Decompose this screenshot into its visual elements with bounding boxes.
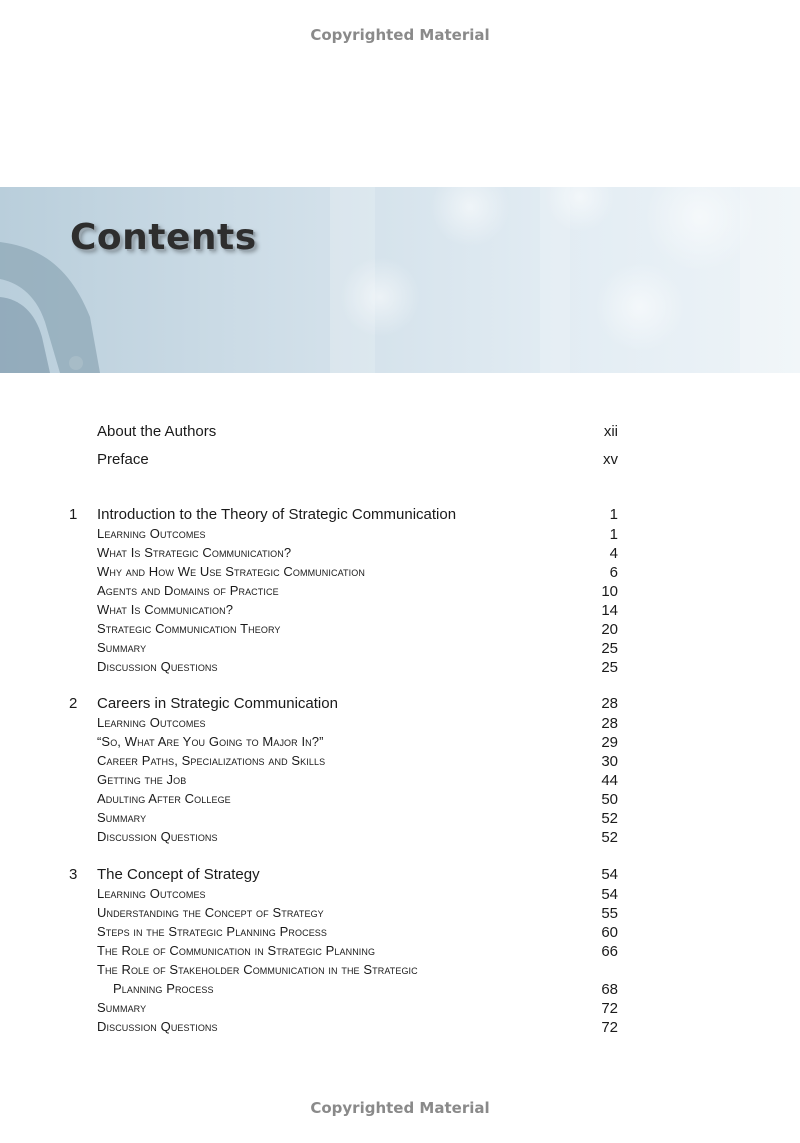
entry-title: Planning Process <box>113 981 214 996</box>
chapter-number: 2 <box>69 695 78 712</box>
section-entry <box>0 1000 800 1020</box>
section-entry <box>0 526 800 546</box>
section-entry <box>0 715 800 735</box>
entry-title: Discussion Questions <box>97 659 218 674</box>
section-entry <box>0 753 800 773</box>
entry-title: Summary <box>97 640 147 655</box>
entry-title: The Role of Communication in Strategic Planning <box>97 943 376 958</box>
page-number: 1 <box>609 506 618 523</box>
section-entry <box>0 602 800 622</box>
entry-title: Getting the Job <box>97 772 187 787</box>
section-entry <box>0 564 800 584</box>
entry-title: Adulting After College <box>97 791 231 806</box>
page-number: 1 <box>609 526 618 543</box>
section-entry <box>0 659 800 679</box>
page-title: Contents <box>70 217 257 258</box>
section-entry <box>0 924 800 944</box>
entry-title: Summary <box>97 810 147 825</box>
entry-title: Career Paths, Specializations and Skills <box>97 753 326 768</box>
entry-title: Discussion Questions <box>97 829 218 844</box>
page-number: 25 <box>601 640 618 657</box>
section-entry <box>0 734 800 754</box>
section-entry <box>0 583 800 603</box>
entry-title: Careers in Strategic Communication <box>97 695 338 712</box>
page-number: 72 <box>601 1000 618 1017</box>
page-number: 10 <box>601 583 618 600</box>
entry-title: About the Authors <box>97 423 217 440</box>
page-number: 14 <box>601 602 618 619</box>
front-matter-entry <box>0 451 800 471</box>
entry-title: The Role of Stakeholder Communication in the Strategic <box>97 962 418 977</box>
chapter-entry <box>0 695 800 715</box>
entry-title: Agents and Domains of Practice <box>97 583 279 598</box>
contents-banner <box>0 187 800 373</box>
section-entry <box>0 772 800 792</box>
section-entry <box>0 981 800 1001</box>
entry-title: Why and How We Use Strategic Communication <box>97 564 365 579</box>
copyright-watermark-top: Copyrighted Material <box>310 26 490 44</box>
page-number: 52 <box>601 829 618 846</box>
section-entry <box>0 829 800 849</box>
page-number: 54 <box>601 886 618 903</box>
entry-title: Preface <box>97 451 149 468</box>
page-number: 72 <box>601 1019 618 1036</box>
entry-title: Discussion Questions <box>97 1019 218 1034</box>
entry-title: What Is Strategic Communication? <box>97 545 292 560</box>
entry-title: Strategic Communication Theory <box>97 621 281 636</box>
entry-title: What Is Communication? <box>97 602 234 617</box>
section-entry <box>0 905 800 925</box>
section-entry <box>0 962 800 982</box>
chapter-number: 1 <box>69 506 78 523</box>
front-matter-entry <box>0 423 800 443</box>
entry-title: Understanding the Concept of Strategy <box>97 905 324 920</box>
section-entry <box>0 943 800 963</box>
page-number: 28 <box>601 695 618 712</box>
entry-title: Learning Outcomes <box>97 526 206 541</box>
section-entry <box>0 1019 800 1039</box>
section-entry <box>0 545 800 565</box>
page-number: 25 <box>601 659 618 676</box>
page-number: 54 <box>601 866 618 883</box>
page-number: 30 <box>601 753 618 770</box>
section-entry <box>0 640 800 660</box>
page-number: 44 <box>601 772 618 789</box>
chapter-entry <box>0 866 800 886</box>
chapter-number: 3 <box>69 866 78 883</box>
entry-title: The Concept of Strategy <box>97 866 260 883</box>
page-number: 29 <box>601 734 618 751</box>
page-number: 66 <box>601 943 618 960</box>
page-number: 60 <box>601 924 618 941</box>
entry-title: Steps in the Strategic Planning Process <box>97 924 327 939</box>
page-number: 68 <box>601 981 618 998</box>
copyright-watermark-bottom: Copyrighted Material <box>310 1099 490 1117</box>
entry-title: Summary <box>97 1000 147 1015</box>
entry-title: Learning Outcomes <box>97 886 206 901</box>
section-entry <box>0 791 800 811</box>
page-number: 50 <box>601 791 618 808</box>
page-number: 6 <box>609 564 618 581</box>
page-number: xv <box>603 451 618 468</box>
page-number: 28 <box>601 715 618 732</box>
entry-title: Learning Outcomes <box>97 715 206 730</box>
section-entry <box>0 621 800 641</box>
section-entry <box>0 810 800 830</box>
section-entry <box>0 886 800 906</box>
chapter-entry <box>0 506 800 526</box>
page-number: xii <box>603 423 618 440</box>
page-number: 52 <box>601 810 618 827</box>
page-number: 20 <box>601 621 618 638</box>
page-number: 55 <box>601 905 618 922</box>
entry-title: Introduction to the Theory of Strategic Communication <box>97 506 457 523</box>
banner-background-image <box>0 187 800 373</box>
entry-title: “So, What Are You Going to Major In?” <box>97 734 324 749</box>
page-number: 4 <box>609 545 618 562</box>
